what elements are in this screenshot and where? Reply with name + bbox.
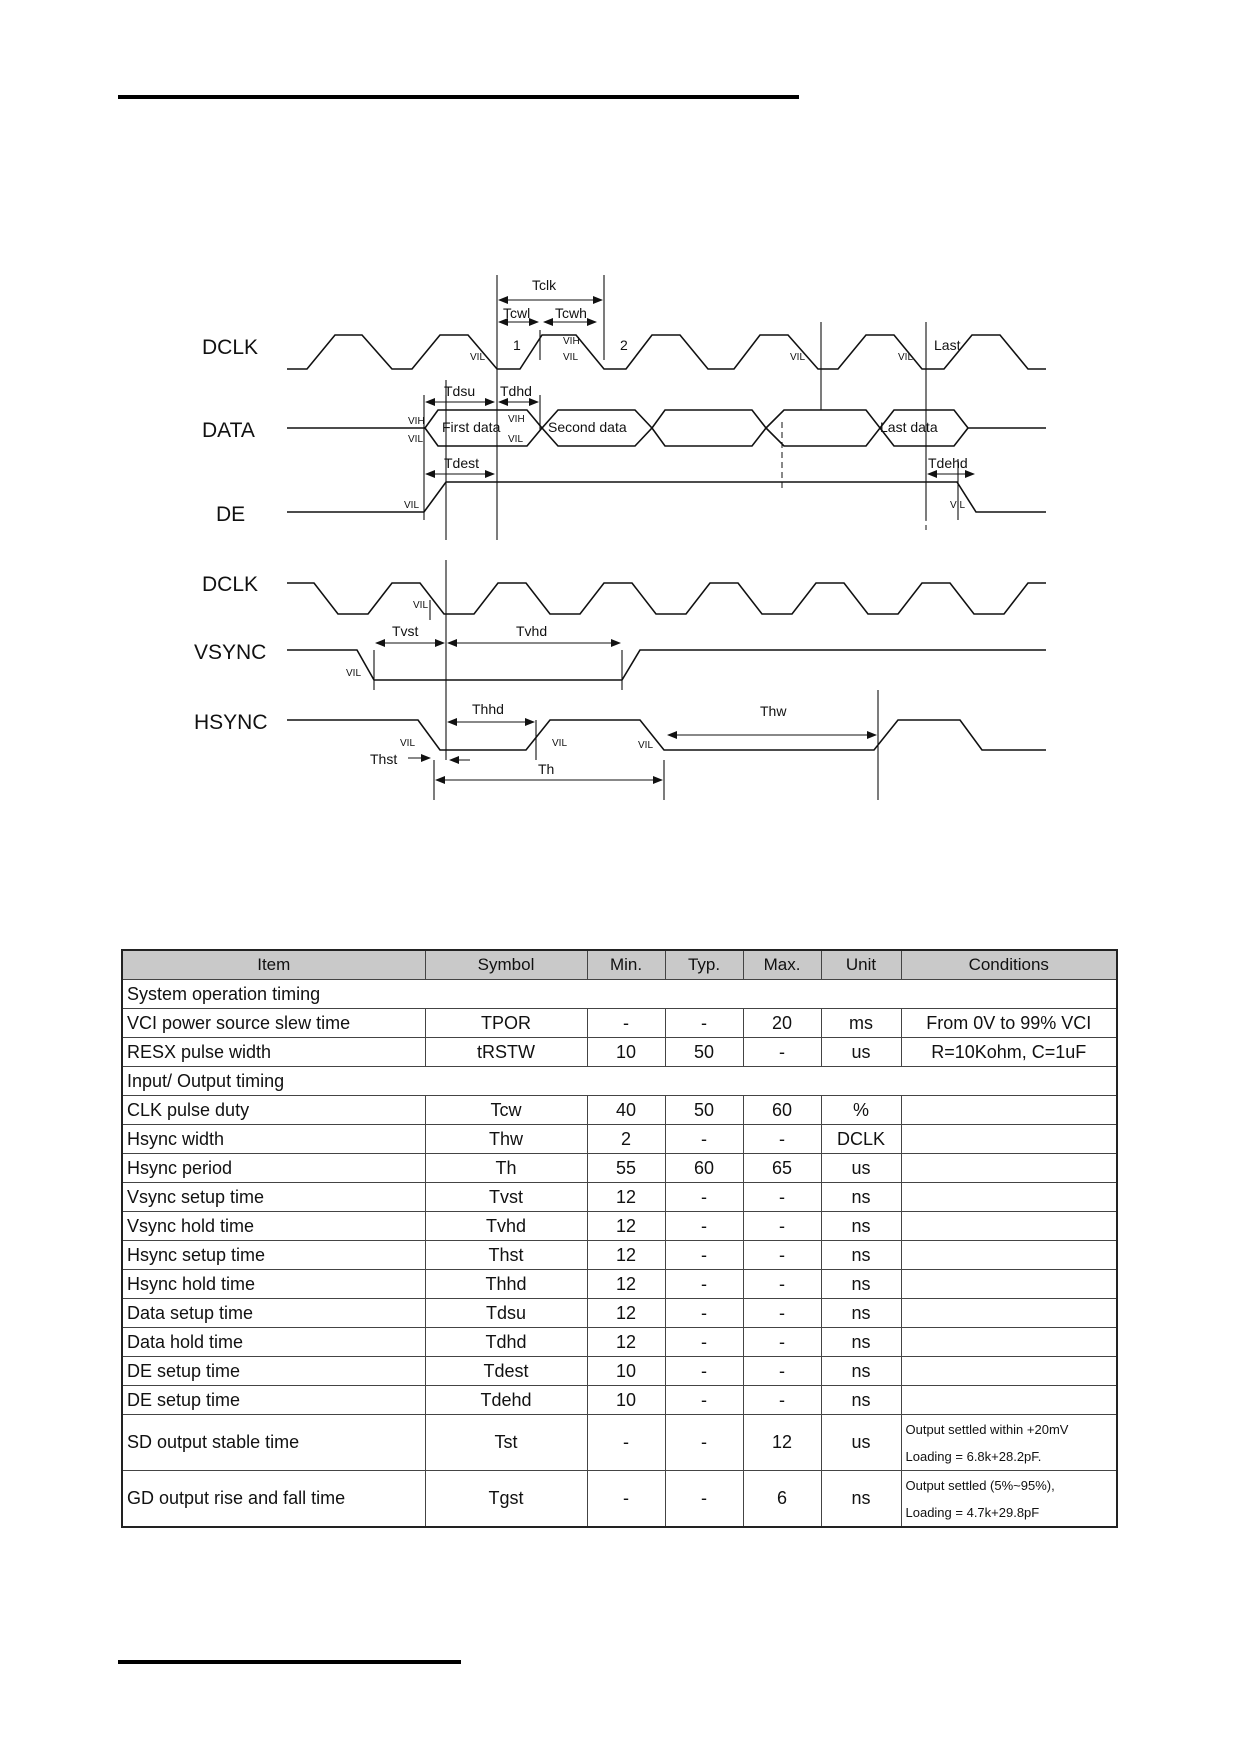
cell-max: - xyxy=(743,1386,821,1415)
de-waveform xyxy=(287,482,1046,512)
cell-min: 12 xyxy=(587,1328,665,1357)
label-vil-data-1: VIL xyxy=(408,434,424,445)
cell-unit: ns xyxy=(821,1471,901,1528)
cell-typ: 50 xyxy=(665,1096,743,1125)
signal-label-dclk-2: DCLK xyxy=(202,573,259,596)
label-tcwl: Tcwl xyxy=(503,305,531,321)
cell-symbol: Tvst xyxy=(425,1183,587,1212)
label-vil-hsync-1: VIL xyxy=(400,738,416,749)
cell-typ: - xyxy=(665,1241,743,1270)
cell-max: 60 xyxy=(743,1096,821,1125)
cell-min: 12 xyxy=(587,1212,665,1241)
cell-symbol: Thw xyxy=(425,1125,587,1154)
signal-label-vsync: VSYNC xyxy=(194,641,267,664)
cell-item: Hsync width xyxy=(122,1125,425,1154)
dclk-waveform xyxy=(287,335,1046,369)
cell-symbol: Tdhd xyxy=(425,1328,587,1357)
cell-item: Hsync hold time xyxy=(122,1270,425,1299)
cell-min: - xyxy=(587,1471,665,1528)
header-min: Min. xyxy=(587,950,665,980)
cell-symbol: Thhd xyxy=(425,1270,587,1299)
cell-symbol: Tst xyxy=(425,1415,587,1471)
cell-min: 12 xyxy=(587,1183,665,1212)
label-first-data: First data xyxy=(442,419,501,435)
table-row xyxy=(122,1096,1117,1125)
cell-conditions xyxy=(901,1386,1117,1415)
table-row xyxy=(122,1357,1117,1386)
section-row xyxy=(122,980,1117,1009)
label-th: Th xyxy=(538,761,555,777)
cell-symbol: Tgst xyxy=(425,1471,587,1528)
cell-unit: us xyxy=(821,1038,901,1067)
section-row xyxy=(122,1067,1117,1096)
cell-unit: ns xyxy=(821,1328,901,1357)
condition-line-2: Loading = 4.7k+29.8pF xyxy=(905,1504,1040,1520)
table-row xyxy=(122,1270,1117,1299)
header-symbol: Symbol xyxy=(425,950,587,980)
label-tdsu: Tdsu xyxy=(444,383,476,399)
label-second-data: Second data xyxy=(548,419,627,435)
cell-min: 12 xyxy=(587,1241,665,1270)
signal-label-hsync: HSYNC xyxy=(194,711,268,734)
cell-min: 2 xyxy=(587,1125,665,1154)
label-vil-hsync-2: VIL xyxy=(552,738,568,749)
cell-item: RESX pulse width xyxy=(122,1038,425,1067)
label-vil-de-2: VIL xyxy=(950,500,966,511)
condition-line-2: Loading = 6.8k+28.2pF. xyxy=(905,1448,1042,1464)
footer-rule xyxy=(118,1660,461,1664)
header-max: Max. xyxy=(743,950,821,980)
label-vil-hsync-3: VIL xyxy=(638,740,654,751)
label-clk-1: 1 xyxy=(513,337,521,353)
cell-min: 10 xyxy=(587,1357,665,1386)
cell-unit: % xyxy=(821,1096,901,1125)
label-vih-data-1: VIH xyxy=(408,416,425,427)
label-vil-dclk-1: VIL xyxy=(470,352,486,363)
cell-unit: ns xyxy=(821,1241,901,1270)
cell-typ: - xyxy=(665,1386,743,1415)
cell-typ: - xyxy=(665,1009,743,1038)
cell-typ: - xyxy=(665,1183,743,1212)
label-vil-dclk-3: VIL xyxy=(790,352,806,363)
label-vih-data-2: VIH xyxy=(508,414,525,425)
cell-item: VCI power source slew time xyxy=(122,1009,425,1038)
condition-line-1: Output settled within +20mV xyxy=(905,1421,1069,1437)
condition-line-1: Output settled (5%~95%), xyxy=(905,1477,1055,1493)
label-tclk: Tclk xyxy=(532,277,557,293)
cell-typ: - xyxy=(665,1125,743,1154)
cell-item: DE setup time xyxy=(122,1357,425,1386)
cell-conditions xyxy=(901,1357,1117,1386)
cell-unit: ns xyxy=(821,1357,901,1386)
table-row xyxy=(122,1299,1117,1328)
cell-conditions xyxy=(901,1299,1117,1328)
label-tcwh: Tcwh xyxy=(555,305,587,321)
signal-label-de: DE xyxy=(216,503,246,526)
cell-max: - xyxy=(743,1212,821,1241)
label-thst: Thst xyxy=(370,751,398,767)
cell-max: - xyxy=(743,1038,821,1067)
cell-conditions xyxy=(901,1183,1117,1212)
cell-min: - xyxy=(587,1415,665,1471)
label-thw: Thw xyxy=(760,703,787,719)
cell-min: - xyxy=(587,1009,665,1038)
section-system-timing: System operation timing xyxy=(122,980,1117,1009)
table-row xyxy=(122,1212,1117,1241)
cell-max: - xyxy=(743,1270,821,1299)
cell-conditions xyxy=(901,1471,1117,1528)
cell-conditions: R=10Kohm, C=1uF xyxy=(901,1038,1117,1067)
cell-typ: - xyxy=(665,1357,743,1386)
header-unit: Unit xyxy=(821,950,901,980)
cell-symbol: Tvhd xyxy=(425,1212,587,1241)
label-clk-last: Last xyxy=(934,337,961,353)
table-row xyxy=(122,1386,1117,1415)
label-tdehd: Tdehd xyxy=(928,455,968,471)
label-vil-de-1: VIL xyxy=(404,500,420,511)
cell-unit: ns xyxy=(821,1270,901,1299)
cell-item: DE setup time xyxy=(122,1386,425,1415)
table-row xyxy=(122,1038,1117,1067)
signal-label-data: DATA xyxy=(202,419,255,442)
label-last-data: Last data xyxy=(880,419,938,435)
cell-conditions xyxy=(901,1096,1117,1125)
cell-item: Data hold time xyxy=(122,1328,425,1357)
cell-conditions xyxy=(901,1154,1117,1183)
cell-symbol: Tdehd xyxy=(425,1386,587,1415)
cell-item: Data setup time xyxy=(122,1299,425,1328)
cell-symbol: TPOR xyxy=(425,1009,587,1038)
label-vil-data-2: VIL xyxy=(508,434,524,445)
signal-label-dclk: DCLK xyxy=(202,336,259,359)
header-typ: Typ. xyxy=(665,950,743,980)
label-vih-dclk: VIH xyxy=(563,336,580,347)
cell-max: - xyxy=(743,1241,821,1270)
cell-symbol: Th xyxy=(425,1154,587,1183)
label-tdest: Tdest xyxy=(444,455,480,471)
table-header-row xyxy=(122,950,1117,980)
cell-symbol: Tdsu xyxy=(425,1299,587,1328)
cell-item: CLK pulse duty xyxy=(122,1096,425,1125)
cell-max: - xyxy=(743,1328,821,1357)
cell-typ: - xyxy=(665,1415,743,1471)
table-row xyxy=(122,1328,1117,1357)
table-row xyxy=(122,1183,1117,1212)
cell-conditions xyxy=(901,1241,1117,1270)
cell-unit: ns xyxy=(821,1386,901,1415)
cell-min: 40 xyxy=(587,1096,665,1125)
cell-item: Hsync setup time xyxy=(122,1241,425,1270)
label-tdhd: Tdhd xyxy=(500,383,532,399)
cell-symbol: Tdest xyxy=(425,1357,587,1386)
cell-unit: DCLK xyxy=(821,1125,901,1154)
label-vil-dclk-2: VIL xyxy=(563,352,579,363)
cell-min: 12 xyxy=(587,1270,665,1299)
cell-max: - xyxy=(743,1125,821,1154)
cell-item: Vsync setup time xyxy=(122,1183,425,1212)
cell-min: 10 xyxy=(587,1038,665,1067)
cell-min: 55 xyxy=(587,1154,665,1183)
cell-conditions xyxy=(901,1125,1117,1154)
header-conditions: Conditions xyxy=(901,950,1117,980)
cell-unit: us xyxy=(821,1154,901,1183)
cell-item: SD output stable time xyxy=(122,1415,425,1471)
table-row xyxy=(122,1471,1117,1528)
cell-typ: 60 xyxy=(665,1154,743,1183)
table-row xyxy=(122,1241,1117,1270)
section-io-timing: Input/ Output timing xyxy=(122,1067,1117,1096)
cell-unit: ns xyxy=(821,1299,901,1328)
cell-typ: - xyxy=(665,1471,743,1528)
cell-unit: ns xyxy=(821,1212,901,1241)
cell-max: 6 xyxy=(743,1471,821,1528)
vsync-waveform xyxy=(287,650,1046,680)
timing-diagram xyxy=(0,0,1240,820)
cell-typ: 50 xyxy=(665,1038,743,1067)
label-thhd: Thhd xyxy=(472,701,504,717)
cell-max: 65 xyxy=(743,1154,821,1183)
cell-conditions xyxy=(901,1270,1117,1299)
label-tvhd: Tvhd xyxy=(516,623,548,639)
cell-min: 10 xyxy=(587,1386,665,1415)
cell-max: - xyxy=(743,1183,821,1212)
cell-unit: us xyxy=(821,1415,901,1471)
table-row xyxy=(122,1415,1117,1471)
cell-typ: - xyxy=(665,1299,743,1328)
cell-min: 12 xyxy=(587,1299,665,1328)
cell-max: 20 xyxy=(743,1009,821,1038)
cell-unit: ms xyxy=(821,1009,901,1038)
cell-conditions xyxy=(901,1212,1117,1241)
table-row xyxy=(122,1125,1117,1154)
cell-max: - xyxy=(743,1299,821,1328)
cell-conditions xyxy=(901,1415,1117,1471)
table-row xyxy=(122,1154,1117,1183)
cell-conditions: From 0V to 99% VCI xyxy=(901,1009,1117,1038)
cell-unit: ns xyxy=(821,1183,901,1212)
cell-max: 12 xyxy=(743,1415,821,1471)
label-clk-2: 2 xyxy=(620,337,628,353)
cell-symbol: tRSTW xyxy=(425,1038,587,1067)
cell-conditions xyxy=(901,1328,1117,1357)
label-vil-dclk2: VIL xyxy=(413,600,429,611)
header-item: Item xyxy=(122,950,425,980)
cell-typ: - xyxy=(665,1212,743,1241)
label-vil-dclk-4: VIL xyxy=(898,352,914,363)
timing-spec-table xyxy=(121,949,1118,1528)
cell-item: Hsync period xyxy=(122,1154,425,1183)
cell-item: GD output rise and fall time xyxy=(122,1471,425,1528)
cell-symbol: Thst xyxy=(425,1241,587,1270)
cell-typ: - xyxy=(665,1328,743,1357)
cell-max: - xyxy=(743,1357,821,1386)
label-tvst: Tvst xyxy=(392,623,419,639)
cell-typ: - xyxy=(665,1270,743,1299)
table-row xyxy=(122,1009,1117,1038)
label-vil-vsync: VIL xyxy=(346,668,362,679)
cell-symbol: Tcw xyxy=(425,1096,587,1125)
dclk2-waveform xyxy=(287,583,1046,614)
cell-item: Vsync hold time xyxy=(122,1212,425,1241)
